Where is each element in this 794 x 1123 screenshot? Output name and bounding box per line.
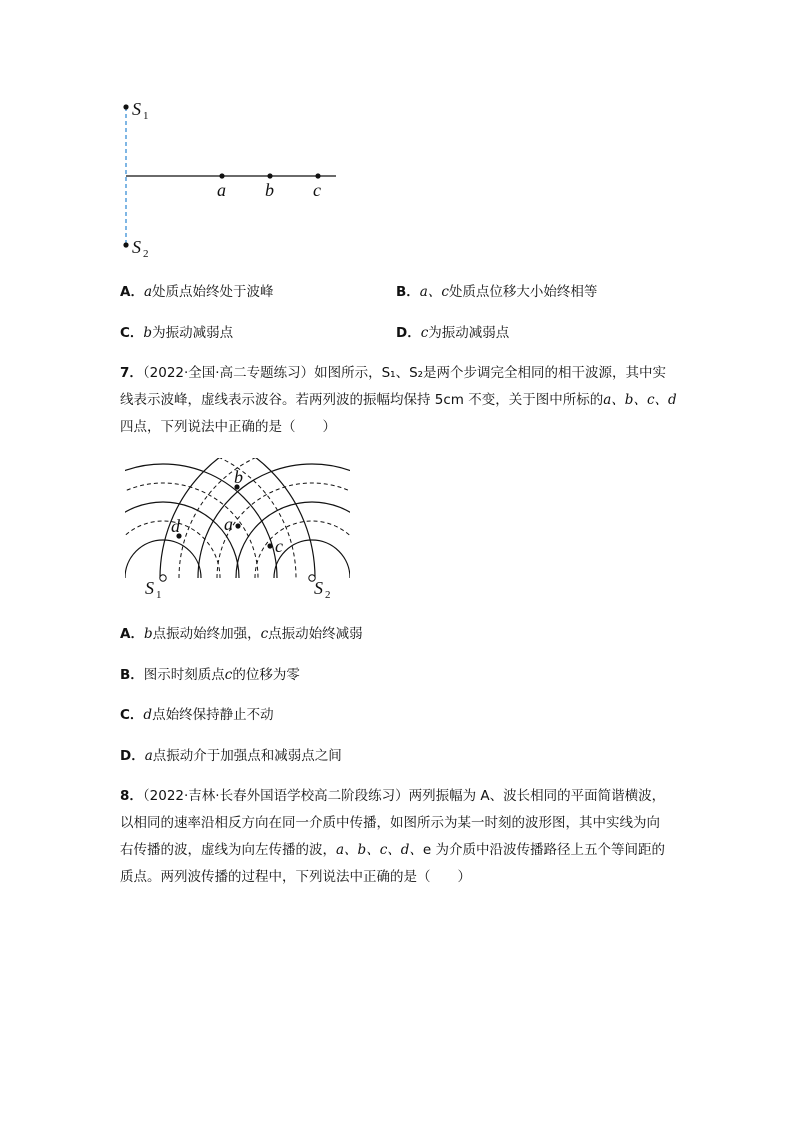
point-a-label: a <box>224 514 233 534</box>
figure-interference-pattern <box>125 458 350 603</box>
point-d-label: d <box>171 516 180 536</box>
q7-option-b[interactable] <box>120 665 300 685</box>
source-s1-marker <box>160 575 166 581</box>
q7-option-c[interactable] <box>120 705 274 725</box>
stem-vars: a、b、c、d <box>603 392 677 408</box>
s2-crest-4 <box>160 458 350 578</box>
stem-text: 四点，下列说法中正确的是（ ） <box>120 419 336 435</box>
option-key: A． <box>120 284 144 300</box>
option-key: B． <box>120 667 144 683</box>
option-var: a <box>143 284 153 300</box>
option-key: A． <box>120 626 144 642</box>
point-c-label: c <box>313 180 321 200</box>
stem-text: 以相同的速率沿相反方向在同一介质中传播，如图所示为某一时刻的波形图，其中实线为向 <box>120 815 660 831</box>
stem-text-2: e 为介质中沿波传播路径上五个等间距的 <box>422 842 666 858</box>
point-b-dot <box>267 173 272 178</box>
source-s2-dot <box>123 242 128 247</box>
option-var: a、c <box>419 284 449 300</box>
option-text: 为振动减弱点 <box>152 325 234 341</box>
point-a-dot <box>219 173 224 178</box>
option-key: B． <box>396 284 420 300</box>
source-s2-label: S <box>132 237 141 257</box>
stem-text: （2022·全国·高二专题练习）如图所示，S₁、S₂是两个步调完全相同的相干波源，其中实 <box>142 365 667 381</box>
option-var: a <box>144 748 153 764</box>
s1-crest-2 <box>125 502 239 578</box>
s1-crest-4 <box>125 458 315 578</box>
s2-crest-2 <box>236 502 350 578</box>
q6-option-a[interactable] <box>120 282 274 302</box>
option-var: d <box>143 707 153 723</box>
option-text: 的位移为零 <box>232 667 300 683</box>
point-b-label: b <box>265 180 274 200</box>
q8-stem-line-2 <box>120 813 660 833</box>
q7-option-a[interactable] <box>120 624 363 644</box>
q8-stem-line-3 <box>120 840 665 860</box>
q6-option-b[interactable] <box>396 282 597 302</box>
q7-stem-line-3 <box>120 417 336 437</box>
q8-stem-line-1 <box>120 786 665 806</box>
question-number: 7． <box>120 365 143 381</box>
stem-text: 质点。两列波传播的过程中，下列说法中正确的是（ ） <box>120 869 471 885</box>
source-s1-subscript: 1 <box>156 589 162 601</box>
source-s2-subscript: 2 <box>325 589 331 601</box>
stem-vars: a、b、c、d、 <box>336 842 423 858</box>
source-s1-dot <box>123 104 128 109</box>
option-key: C． <box>120 707 144 723</box>
q8-stem-line-4 <box>120 867 471 887</box>
option-key: C． <box>120 325 144 341</box>
point-c-dot <box>315 173 320 178</box>
option-pre: 图示时刻质点 <box>143 667 225 683</box>
figure-sources-points <box>110 95 350 265</box>
point-a-dot <box>235 523 240 528</box>
option-var-2: c <box>260 626 269 642</box>
option-text: 点始终保持静止不动 <box>152 707 274 723</box>
q7-stem-line-2 <box>120 390 677 410</box>
option-var: b <box>143 325 153 341</box>
source-s1-label: S <box>145 578 154 598</box>
q6-option-d[interactable] <box>396 323 509 343</box>
option-var: c <box>420 325 429 341</box>
q6-option-c[interactable] <box>120 323 233 343</box>
stem-text: 右传播的波，虚线为向左传播的波， <box>120 842 336 858</box>
q7-stem-line-1 <box>120 363 666 383</box>
option-text: 处质点位移大小始终相等 <box>448 284 598 300</box>
source-s2-label: S <box>314 578 323 598</box>
option-var: b <box>143 626 153 642</box>
source-s1-label: S <box>132 99 141 119</box>
s2-trough-1 <box>255 521 350 578</box>
q7-option-d[interactable] <box>120 746 342 766</box>
stem-text: 线表示波峰，虚线表示波谷。若两列波的振幅均保持 5cm 不变，关于图中所标的 <box>120 392 604 408</box>
option-var: c <box>224 667 233 683</box>
source-s1-subscript: 1 <box>143 110 149 122</box>
point-b-label: b <box>234 467 243 487</box>
point-c-dot <box>267 543 272 548</box>
option-text: 点振动介于加强点和减弱点之间 <box>152 748 342 764</box>
point-a-label: a <box>217 180 226 200</box>
option-text: 为振动减弱点 <box>428 325 510 341</box>
source-s2-subscript: 2 <box>143 248 149 260</box>
option-key: D． <box>396 325 421 341</box>
option-text-2: 点振动始终减弱 <box>268 626 363 642</box>
option-key: D． <box>120 748 145 764</box>
stem-text: （2022·吉林·长春外国语学校高二阶段练习）两列振幅为 A、波长相同的平面简谐横波， <box>142 788 666 804</box>
question-number: 8． <box>120 788 143 804</box>
point-c-label: c <box>275 536 283 556</box>
option-text: 点振动始终加强， <box>152 626 261 642</box>
option-text: 处质点始终处于波峰 <box>152 284 274 300</box>
